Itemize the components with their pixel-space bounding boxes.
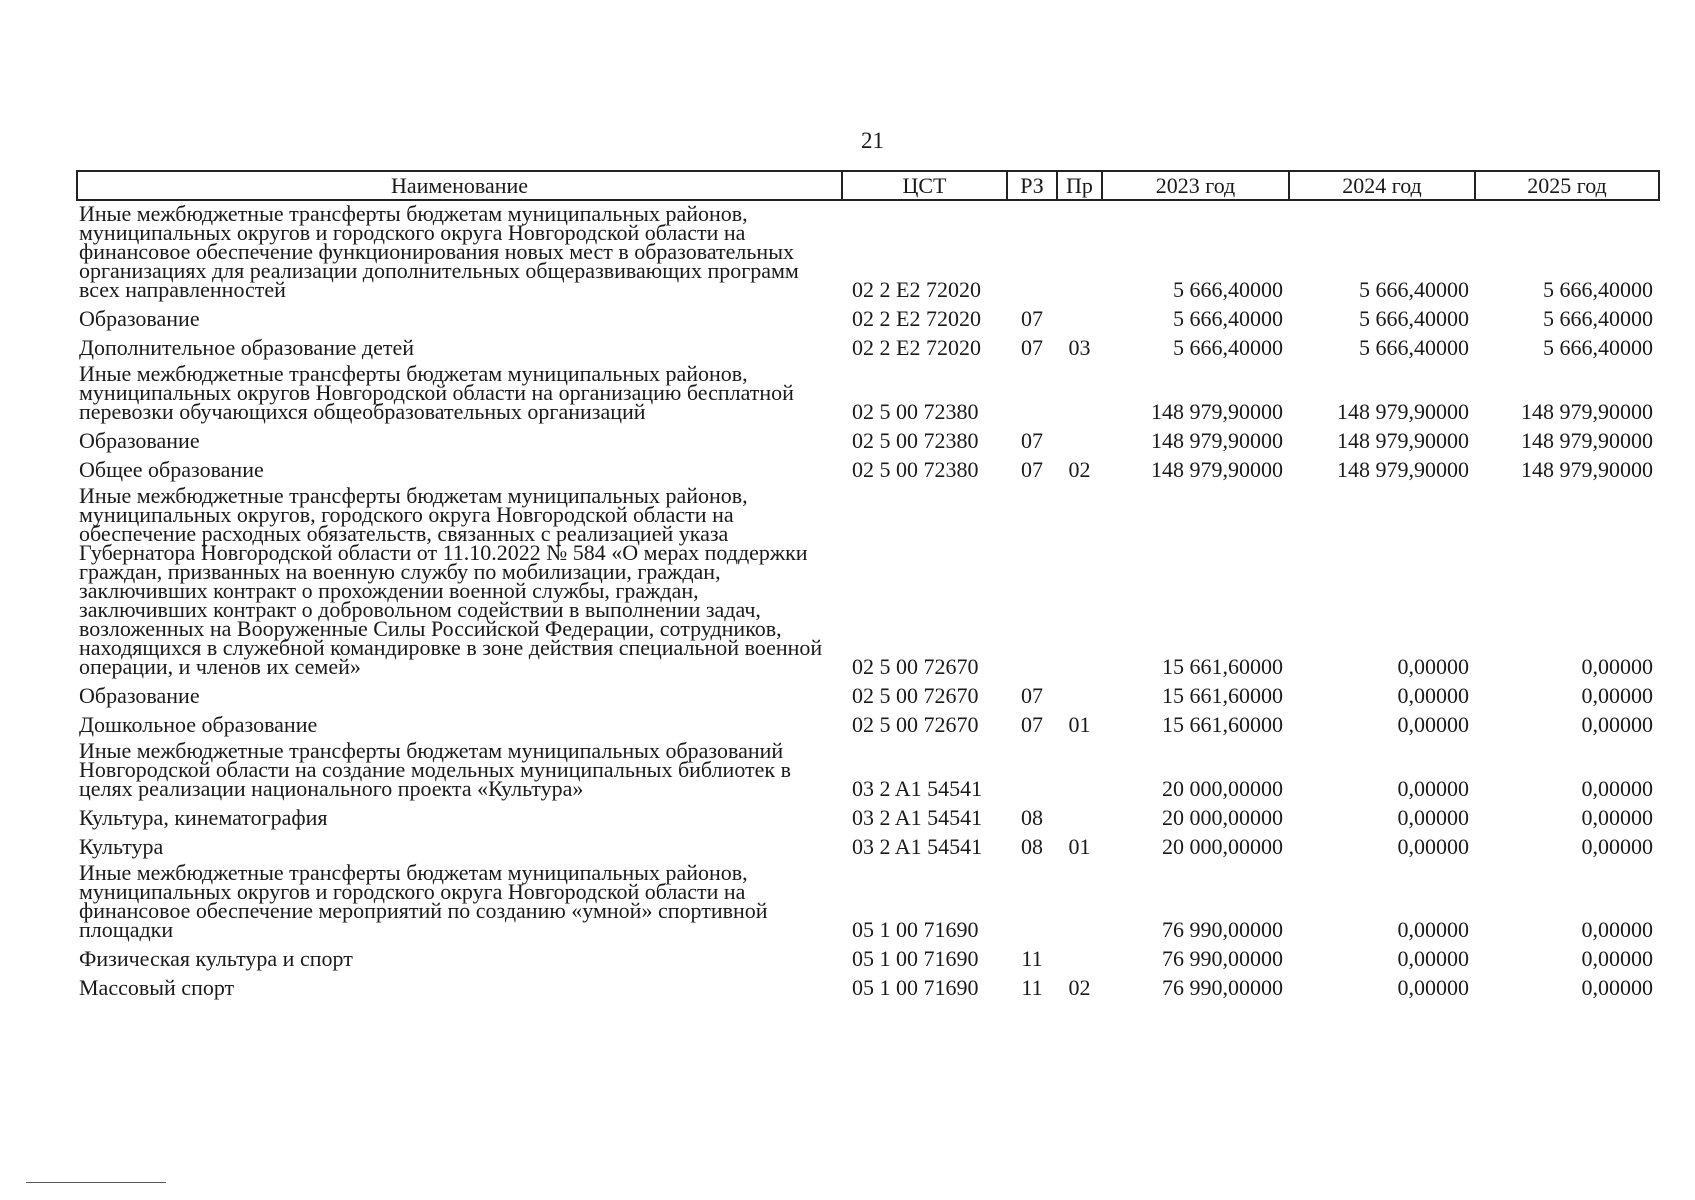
row-2025: 5 666,40000 (1543, 277, 1653, 302)
row-2025: 148 979,90000 (1521, 428, 1653, 453)
row-code: 02 5 00 72380 (852, 428, 979, 453)
row-code: 02 5 00 72670 (852, 712, 979, 737)
row-name: Иные межбюджетные трансферты бюджетам муниципальных районов, муниципальных округов, городского округа Новгородской области на обеспечение расходных обязательств, связанных с реализацией указа Губернатора Новгородской области от 11.10.2022 № 584 «О мерах поддержки граждан, призванных на военную службу по мобилизации, граждан, заключивших контракт о прохождении военной службы, граждан, заключивших контракт о добровольном содействии в выполнении задач, возложенных на Вооруженные Силы Российской Федерации, сотрудников, находящихся в служебной командировке в зоне действия специальной военной операции, и членов их семей» (79, 483, 823, 679)
row-2025: 5 666,40000 (1543, 306, 1653, 331)
footer-rule (26, 1182, 166, 1183)
table-row (77, 483, 1659, 680)
row-2024: 0,00000 (1397, 683, 1469, 708)
row-pr: 02 (1068, 975, 1091, 1000)
row-2024: 5 666,40000 (1359, 277, 1469, 302)
row-pr (1057, 943, 1102, 972)
row-2024: 5 666,40000 (1359, 335, 1469, 360)
row-2024: 148 979,90000 (1337, 457, 1469, 482)
table-body (77, 200, 1659, 1001)
row-2025: 0,00000 (1581, 776, 1653, 801)
header-rz: РЗ (1007, 171, 1057, 200)
row-2023: 76 990,00000 (1162, 917, 1283, 942)
row-name: Образование (79, 306, 200, 331)
row-2025: 0,00000 (1581, 805, 1653, 830)
row-2024: 5 666,40000 (1359, 306, 1469, 331)
row-2024: 148 979,90000 (1337, 399, 1469, 424)
table-row (77, 200, 1659, 303)
row-code: 05 1 00 71690 (852, 946, 979, 971)
row-name: Дополнительное образование детей (79, 335, 415, 360)
row-2024: 0,00000 (1397, 917, 1469, 942)
row-code: 03 2 A1 54541 (852, 805, 983, 830)
row-code: 02 5 00 72670 (852, 654, 979, 679)
row-2025: 0,00000 (1581, 654, 1653, 679)
row-2025: 0,00000 (1581, 834, 1653, 859)
row-2023: 20 000,00000 (1162, 805, 1283, 830)
row-2025: 0,00000 (1581, 712, 1653, 737)
row-rz: 07 (1021, 683, 1043, 708)
row-2023: 5 666,40000 (1173, 306, 1283, 331)
header-code: ЦСТ (842, 171, 1007, 200)
row-2023: 76 990,00000 (1162, 946, 1283, 971)
row-code: 02 5 00 72380 (852, 457, 979, 482)
row-2023: 20 000,00000 (1162, 834, 1283, 859)
row-2023: 15 661,60000 (1162, 683, 1283, 708)
row-2023: 15 661,60000 (1162, 712, 1283, 737)
row-name: Физическая культура и спорт (79, 946, 353, 971)
table-row (77, 361, 1659, 425)
table-row (77, 831, 1659, 860)
row-rz: 07 (1021, 335, 1043, 360)
row-2023: 15 661,60000 (1162, 654, 1283, 679)
row-2025: 0,00000 (1581, 975, 1653, 1000)
row-name: Массовый спорт (79, 975, 235, 1000)
row-rz: 08 (1021, 805, 1043, 830)
row-pr (1057, 303, 1102, 332)
header-2025: 2025 год (1475, 171, 1659, 200)
row-rz: 07 (1021, 712, 1043, 737)
row-pr (1057, 860, 1102, 943)
table-row (77, 425, 1659, 454)
row-2023: 148 979,90000 (1151, 399, 1283, 424)
row-pr (1057, 425, 1102, 454)
table-row (77, 332, 1659, 361)
row-name: Общее образование (79, 457, 264, 482)
row-code: 05 1 00 71690 (852, 975, 979, 1000)
row-pr (1057, 361, 1102, 425)
row-code: 03 2 A1 54541 (852, 834, 983, 859)
row-code: 03 2 A1 54541 (852, 776, 983, 801)
row-name: Культура, кинематография (79, 805, 328, 830)
table-row (77, 738, 1659, 802)
row-name: Дошкольное образование (79, 712, 318, 737)
row-2024: 148 979,90000 (1337, 428, 1469, 453)
row-rz: 07 (1021, 457, 1043, 482)
row-rz (1007, 361, 1057, 425)
row-code: 02 2 E2 72020 (852, 306, 981, 331)
row-name: Образование (79, 683, 200, 708)
row-name: Иные межбюджетные трансферты бюджетам муниципальных образований Новгородской области на создание модельных муниципальных библиотек в целях реализации национального проекта «Культура» (79, 738, 791, 801)
table-row (77, 303, 1659, 332)
row-rz (1007, 738, 1057, 802)
row-2025: 0,00000 (1581, 946, 1653, 971)
header-pr: Пр (1057, 171, 1102, 200)
table-row (77, 709, 1659, 738)
row-rz: 11 (1021, 975, 1043, 1000)
header-name: Наименование (77, 171, 842, 200)
row-code: 02 2 E2 72020 (852, 277, 981, 302)
row-rz (1007, 483, 1057, 680)
row-pr (1057, 802, 1102, 831)
row-2024: 0,00000 (1397, 712, 1469, 737)
row-rz (1007, 860, 1057, 943)
table-row (77, 860, 1659, 943)
row-pr (1057, 680, 1102, 709)
row-pr (1057, 738, 1102, 802)
row-2025: 148 979,90000 (1521, 457, 1653, 482)
page-number: 21 (861, 128, 884, 153)
row-2024: 0,00000 (1397, 946, 1469, 971)
row-2024: 0,00000 (1397, 834, 1469, 859)
row-code: 02 2 E2 72020 (852, 335, 981, 360)
row-code: 02 5 00 72670 (852, 683, 979, 708)
header-2024: 2024 год (1289, 171, 1475, 200)
table-row (77, 454, 1659, 483)
table-header-row (77, 171, 1659, 200)
row-name: Иные межбюджетные трансферты бюджетам муниципальных районов, муниципальных округов и городского округа Новгородской области на финансовое обеспечение мероприятий по созданию «умной» спортивной площадки (79, 860, 768, 942)
table-row (77, 943, 1659, 972)
row-rz (1007, 200, 1057, 303)
header-2023: 2023 год (1102, 171, 1289, 200)
table-row (77, 680, 1659, 709)
row-2025: 0,00000 (1581, 683, 1653, 708)
budget-table (76, 170, 1660, 1001)
row-name: Иные межбюджетные трансферты бюджетам муниципальных районов, муниципальных округов Новгородской области на организацию бесплатной перевозки обучающихся общеобразовательных организаций (79, 361, 794, 424)
row-name: Иные межбюджетные трансферты бюджетам муниципальных районов, муниципальных округов и городского округа Новгородской области на финансовое обеспечение функционирования новых мест в образовательных организациях для реализации дополнительных общеразвивающих программ всех направленностей (79, 201, 799, 302)
row-rz: 07 (1021, 306, 1043, 331)
row-pr: 01 (1068, 712, 1091, 737)
row-2024: 0,00000 (1397, 805, 1469, 830)
table-row (77, 802, 1659, 831)
row-2025: 0,00000 (1581, 917, 1653, 942)
row-pr: 01 (1068, 834, 1091, 859)
row-2024: 0,00000 (1397, 654, 1469, 679)
row-pr (1057, 200, 1102, 303)
table-row (77, 972, 1659, 1001)
row-code: 02 5 00 72380 (852, 399, 979, 424)
row-code: 05 1 00 71690 (852, 917, 979, 942)
row-2025: 5 666,40000 (1543, 335, 1653, 360)
row-pr: 02 (1068, 457, 1091, 482)
row-rz: 07 (1021, 428, 1043, 453)
row-2024: 0,00000 (1397, 776, 1469, 801)
row-2023: 5 666,40000 (1173, 277, 1283, 302)
row-2023: 5 666,40000 (1173, 335, 1283, 360)
row-2023: 148 979,90000 (1151, 428, 1283, 453)
row-pr (1057, 483, 1102, 680)
row-pr: 03 (1068, 335, 1091, 360)
row-2025: 148 979,90000 (1521, 399, 1653, 424)
row-name: Образование (79, 428, 200, 453)
row-2023: 148 979,90000 (1151, 457, 1283, 482)
row-2023: 20 000,00000 (1162, 776, 1283, 801)
row-rz: 08 (1021, 834, 1043, 859)
row-name: Культура (79, 834, 164, 859)
row-2023: 76 990,00000 (1162, 975, 1283, 1000)
row-2024: 0,00000 (1397, 975, 1469, 1000)
row-rz: 11 (1021, 946, 1043, 971)
